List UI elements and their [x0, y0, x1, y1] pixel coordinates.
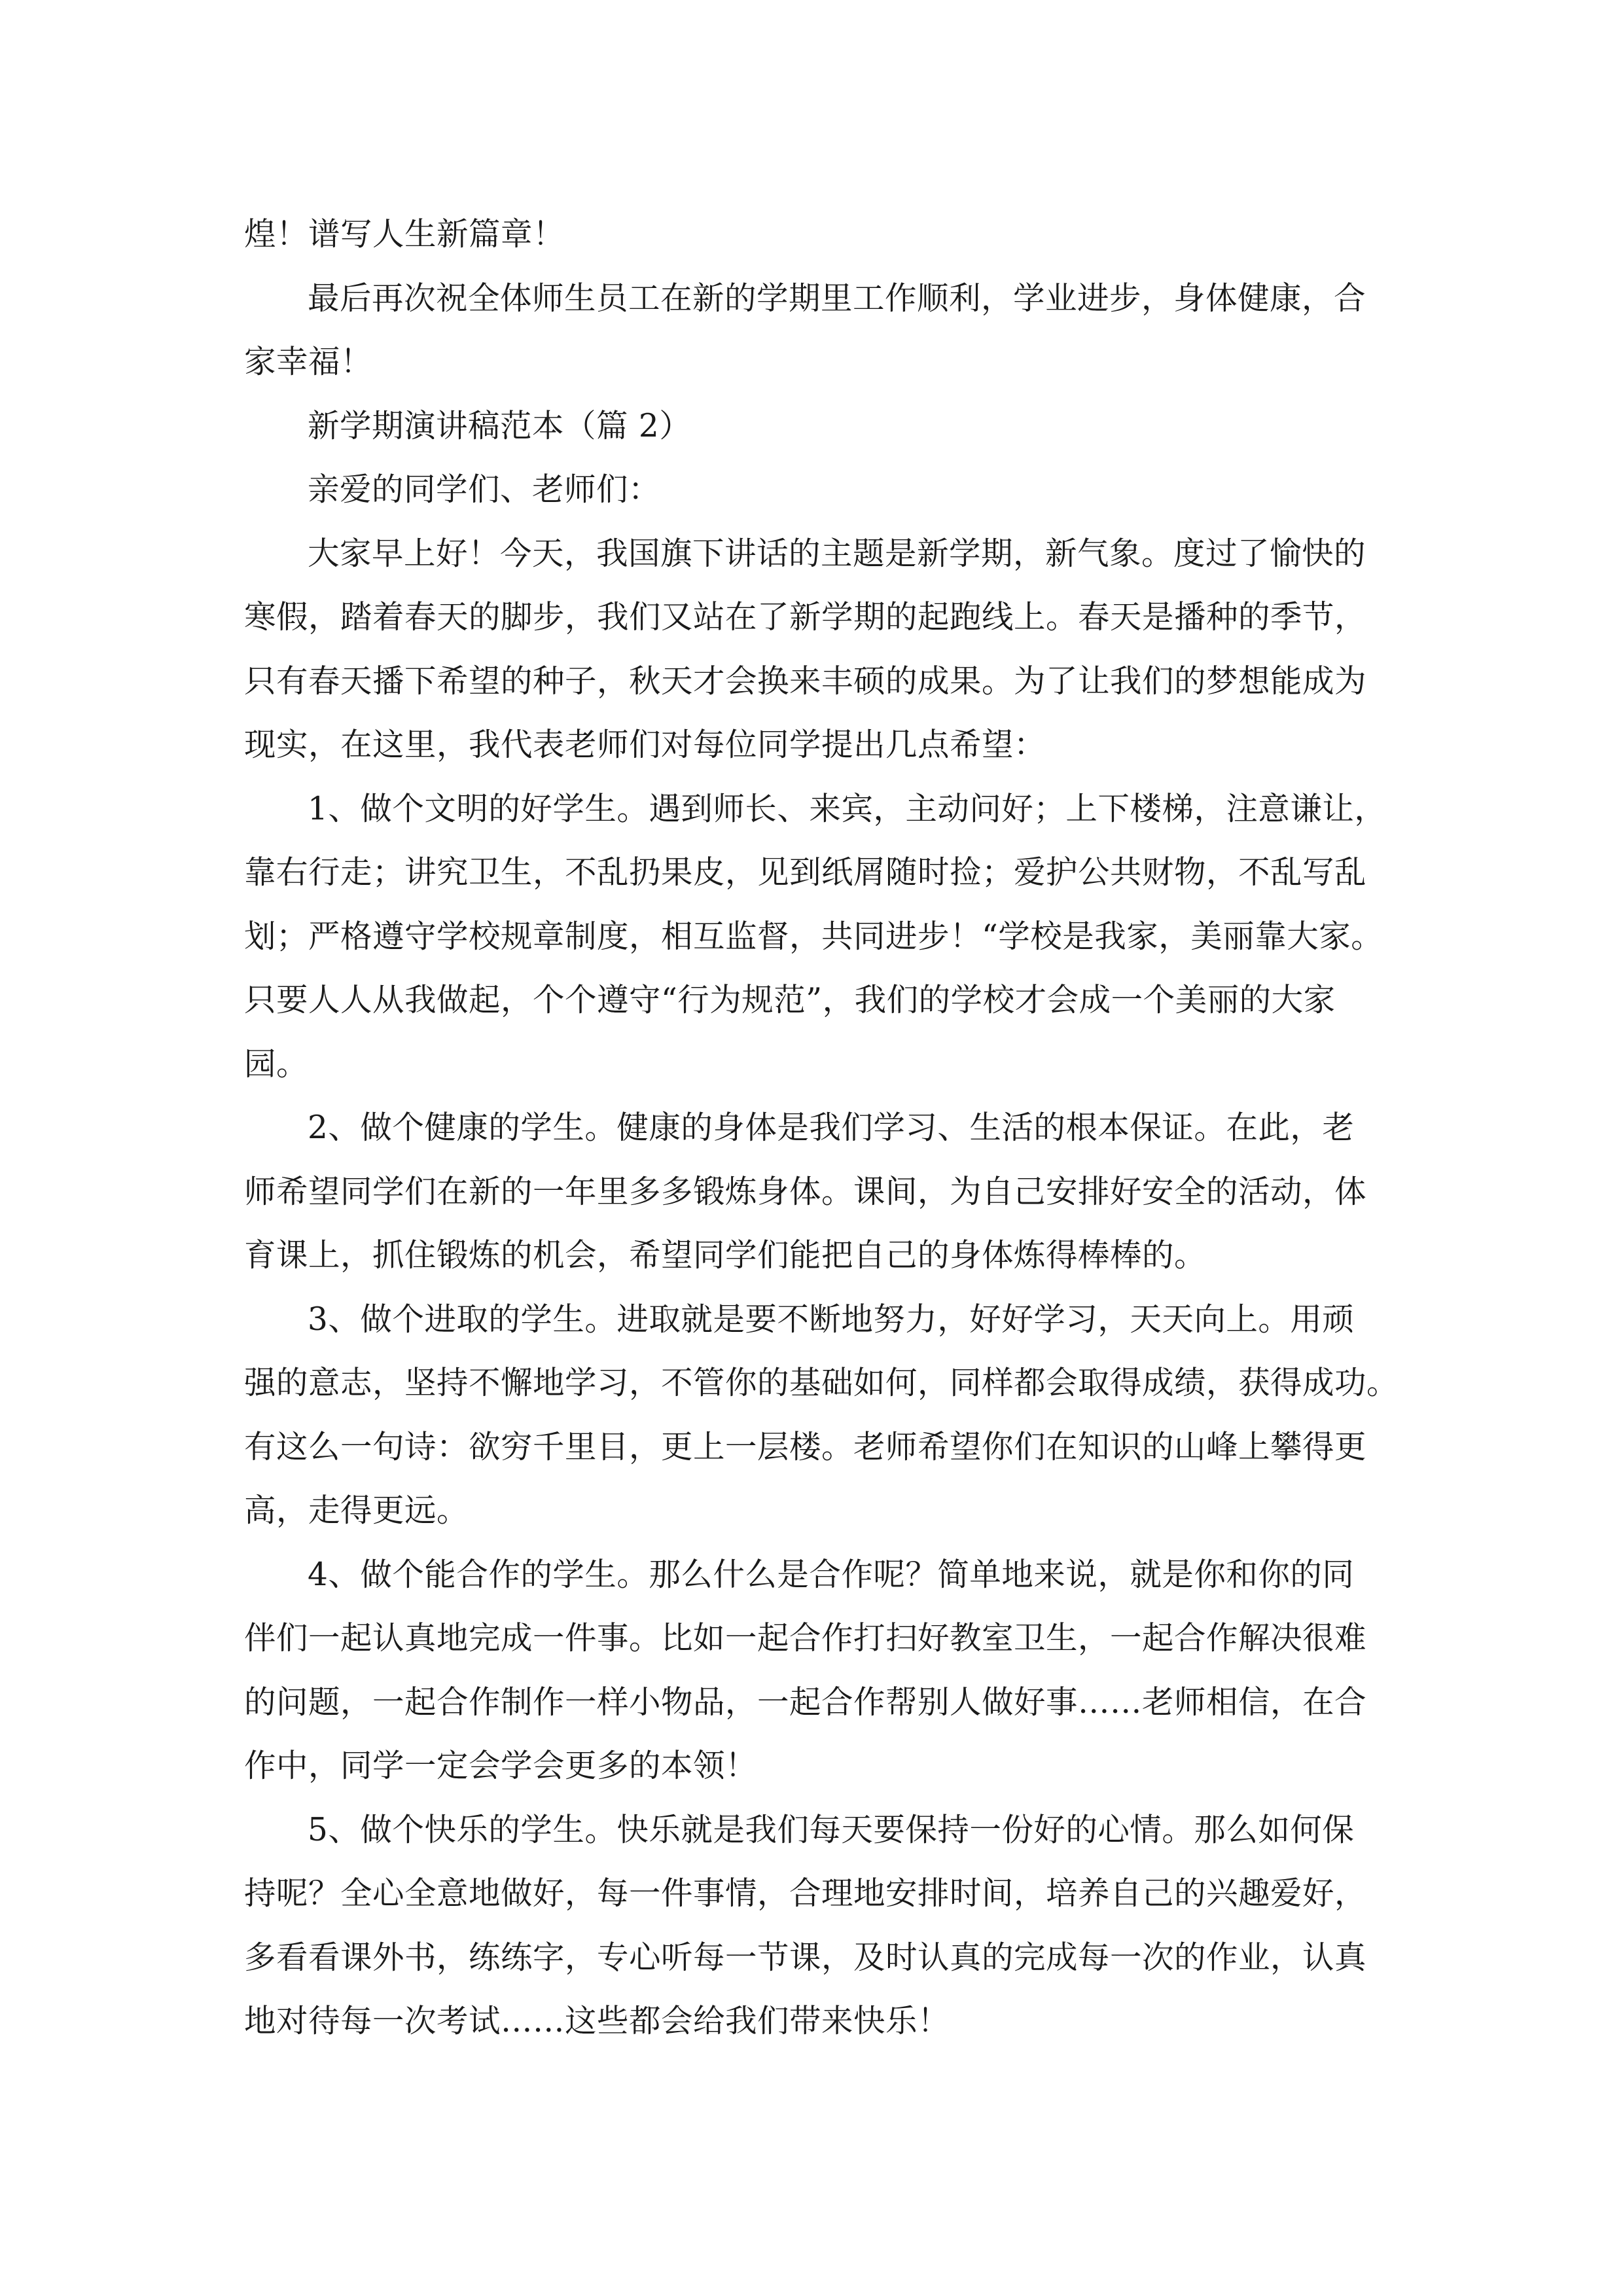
text-line: 2、做个健康的学生。健康的身体是我们学习、生活的根本保证。在此，老	[308, 1109, 1355, 1146]
paragraph-point-1	[244, 778, 1387, 1097]
text-line: 家幸福！	[244, 344, 373, 380]
text-line: 划；严格遵守学校规章制度，相互监督，共同进步！“学校是我家，美丽靠大家。	[244, 918, 1383, 955]
text-line: 靠右行走；讲究卫生，不乱扔果皮，见到纸屑随时捡；爱护公共财物，不乱写乱	[244, 854, 1367, 891]
section-heading	[244, 395, 1380, 459]
paragraph-intro	[244, 522, 1380, 778]
document-body	[244, 203, 1399, 2054]
paragraph-1	[244, 203, 1380, 267]
text-line: 伴们一起认真地完成一件事。比如一起合作打扫好教室卫生，一起合作解决很难	[244, 1620, 1367, 1657]
text-line: 寒假，踏着春天的脚步，我们又站在了新学期的起跑线上。春天是播种的季节，	[244, 599, 1367, 636]
text-line: 最后再次祝全体师生员工在新的学期里工作顺利，学业进步，身体健康，合	[308, 279, 1366, 317]
text-line: 地对待每一次考试……这些都会给我们带来快乐！	[244, 2003, 950, 2039]
paragraph-point-4	[244, 1543, 1380, 1799]
text-line: 1、做个文明的好学生。遇到师长、来宾，主动问好；上下楼梯，注意谦让，	[308, 790, 1387, 827]
paragraph-point-5	[244, 1799, 1380, 2054]
text-line: 5、做个快乐的学生。快乐就是我们每天要保持一份好的心情。那么如何保	[308, 1811, 1355, 1848]
text-line: 4、做个能合作的学生。那么什么是合作呢？简单地来说，就是你和你的同	[308, 1556, 1355, 1593]
text-line: 育课上，抓住锻炼的机会，希望同学们能把自己的身体炼得棒棒的。	[244, 1237, 1207, 1274]
text-line: 只有春天播下希望的种子，秋天才会换来丰硕的成果。为了让我们的梦想能成为	[244, 662, 1367, 700]
text-line: 师希望同学们在新的一年里多多锻炼身体。课间，为自己安排好安全的活动，体	[244, 1173, 1367, 1210]
text-line: 亲爱的同学们、老师们：	[308, 471, 661, 508]
text-line: 有这么一句诗：欲穷千里目，更上一层楼。老师希望你们在知识的山峰上攀得更	[244, 1428, 1367, 1465]
text-line: 高，走得更远。	[244, 1492, 469, 1529]
salutation	[244, 458, 1380, 522]
paragraph-2	[244, 267, 1380, 395]
text-line: 新学期演讲稿范本（篇 2）	[308, 407, 692, 444]
text-line: 的问题，一起合作制作一样小物品，一起合作帮别人做好事……老师相信，在合	[244, 1683, 1367, 1721]
text-line: 作中，同学一定会学会更多的本领！	[244, 1748, 758, 1784]
text-line: 3、做个进取的学生。进取就是要不断地努力，好好学习，天天向上。用顽	[308, 1300, 1355, 1338]
text-line: 煌！谱写人生新篇章！	[244, 216, 565, 253]
text-line: 持呢？全心全意地做好，每一件事情，合理地安排时间，培养自己的兴趣爱好，	[244, 1875, 1367, 1912]
text-line: 强的意志，坚持不懈地学习，不管你的基础如何，同样都会取得成绩，获得成功。	[244, 1365, 1399, 1401]
text-line: 多看看课外书，练练字，专心听每一节课，及时认真的完成每一次的作业，认真	[244, 1939, 1367, 1976]
paragraph-point-3	[244, 1288, 1399, 1543]
text-line: 只要人人从我做起，个个遵守“行为规范”，我们的学校才会成一个美丽的大家	[244, 982, 1336, 1018]
paragraph-point-2	[244, 1096, 1380, 1288]
text-line: 园。	[244, 1045, 309, 1083]
text-line: 大家早上好！今天，我国旗下讲话的主题是新学期，新气象。度过了愉快的	[308, 535, 1366, 572]
text-line: 现实，在这里，我代表老师们对每位同学提出几点希望：	[244, 726, 1046, 763]
